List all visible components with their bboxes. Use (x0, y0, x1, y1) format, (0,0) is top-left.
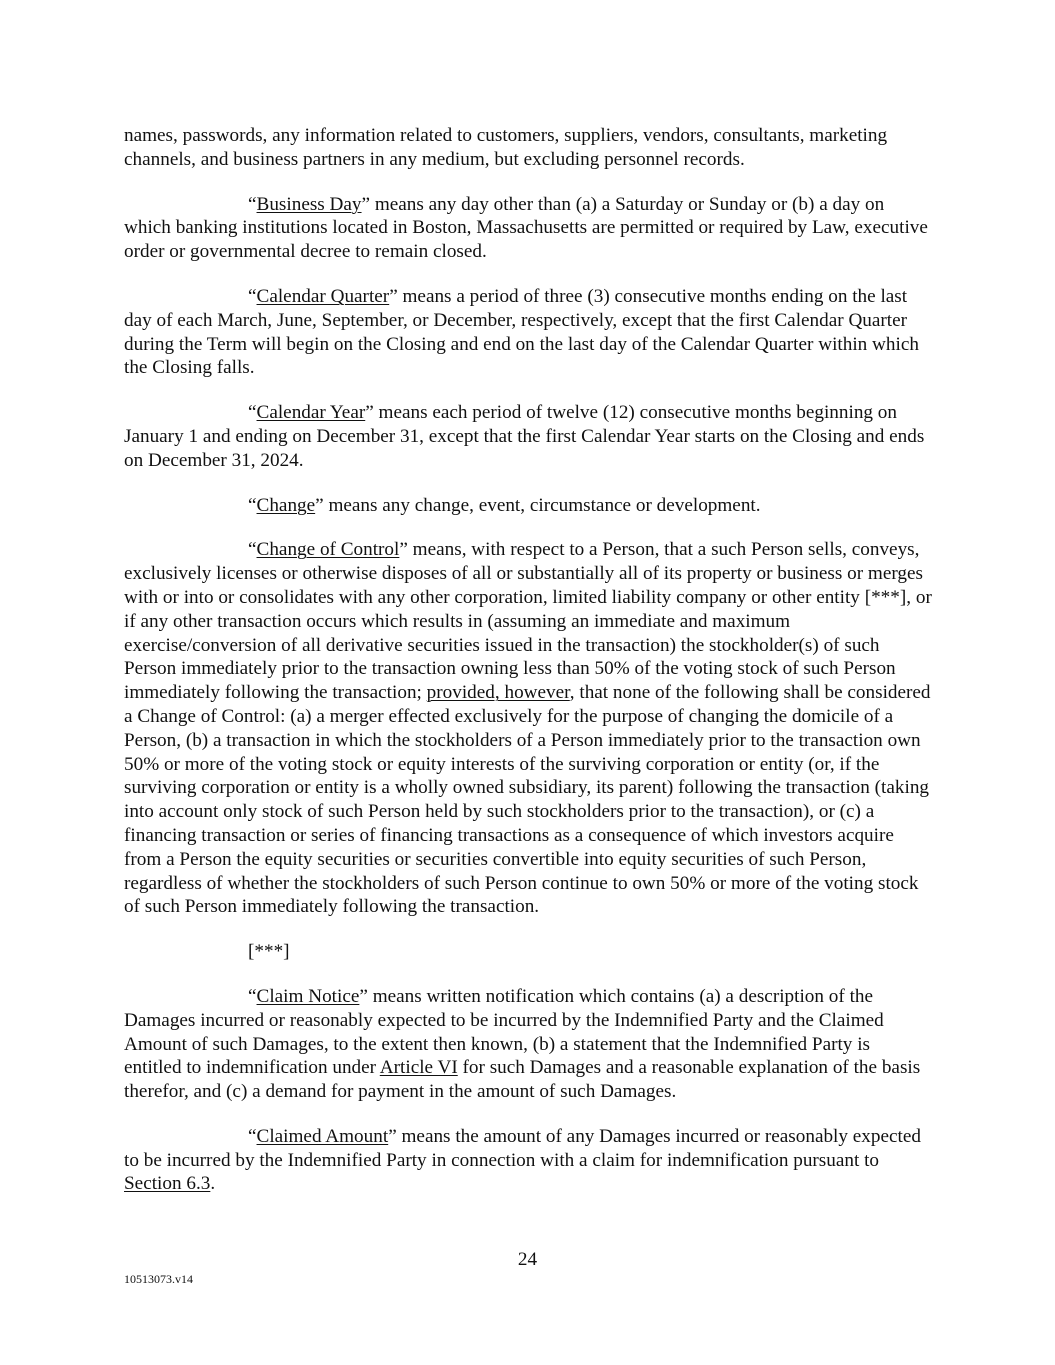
text-run: “ (248, 1125, 257, 1147)
text-run: “ (248, 193, 257, 215)
paragraph (124, 494, 932, 518)
text-run: ” means any change, event, circumstance or development. (315, 494, 761, 516)
text-run: ” means written notification which contains (a) a description of the Damages incurred or reasonably expected to be incurred by the Indemnified Party and the Claimed Amount of such Damages, to the extent then known, (b) a statement that the Indemnified Party is entitled to indemnification under (124, 985, 884, 1079)
text-run: . (210, 1173, 216, 1195)
defined-term: provided, however (426, 682, 570, 704)
text-run: ” means, with respect to a Person, that a such Person sells, conveys, exclusively licenses or otherwise disposes of all or substantially all of its property or business or merges with or into or consolidates with any other corporation, limited liability company or other entity [***], or if any other transaction occurs which results in (assuming an immediate and maximum exercise/conversion of all derivative securities issued in the transaction) the stockholder(s) of such Person immediately prior to the transaction owning less than 50% of the voting stock of such Person immediately following the transaction; (124, 539, 932, 704)
defined-term: Section 6.3 (124, 1173, 211, 1195)
text-run: [***] (248, 941, 290, 963)
paragraph (124, 538, 932, 919)
text-run: ” means any day other than (a) a Saturday or Sunday or (b) a day on which banking institutions located in Boston, Massachusetts are permitted or required by Law, executive order or governmental decree to remain closed. (124, 193, 928, 263)
text-run: names, passwords, any information related to customers, suppliers, vendors, consultants, marketing channels, and business partners in any medium, but excluding personnel records. (124, 125, 888, 170)
defined-term: Article VI (379, 1057, 458, 1079)
paragraph (124, 124, 932, 172)
paragraph (124, 940, 932, 964)
paragraph (124, 401, 932, 472)
defined-term: Change (256, 494, 316, 516)
defined-term: Change of Control (256, 539, 400, 561)
text-run: “ (248, 402, 257, 424)
text-run: “ (248, 494, 257, 516)
defined-term: Calendar Year (256, 402, 366, 424)
text-run: “ (248, 985, 257, 1007)
paragraph (124, 285, 932, 380)
text-run: for such Damages and a reasonable explanation of the basis therefor, and (c) a demand for payment in the amount of such Damages. (124, 1057, 921, 1103)
text-run: ” means the amount of any Damages incurred or reasonably expected to be incurred by the Indemnified Party in connection with a claim for indemnification pursuant to (124, 1125, 921, 1171)
defined-term: Claimed Amount (256, 1125, 389, 1147)
text-run: ” means a period of three (3) consecutive months ending on the last day of each March, June, September, or December, respectively, except that the first Calendar Quarter during the Term will begin on the Closing and end on the last day of the Calendar Quarter within which the Closing falls. (124, 285, 919, 379)
defined-term: Claim Notice (256, 985, 360, 1007)
paragraph (124, 985, 932, 1104)
text-run: “ (248, 285, 257, 307)
page-number: 24 (517, 1249, 538, 1270)
text-run: “ (248, 539, 257, 561)
paragraph (124, 193, 932, 264)
defined-term: Business Day (256, 193, 362, 215)
document-id: 10513073.v14 (124, 1272, 193, 1286)
document-body (124, 124, 932, 1217)
paragraph (124, 1125, 932, 1196)
defined-term: Calendar Quarter (256, 285, 390, 307)
text-run: ” means each period of twelve (12) consecutive months beginning on January 1 and ending on December 31, except that the first Calendar Year starts on the Closing and ends on December 31, 2024. (124, 402, 925, 471)
text-run: , that none of the following shall be considered a Change of Control: (a) a merger effected exclusively for the purpose of changing the domicile of a Person, (b) a transaction in which the stockholders of a Person immediately prior to the transaction own 50% or more of the voting stock or equity interests of the surviving corporation or entity (or, if the surviving corporation or entity is a wholly owned subsidiary, its parent) following the transaction (taking into account only stock of such Person held by such stockholders prior to the transaction), or (c) a financing transaction or series of financing transactions as a consequence of which investors acquire from a Person the equity securities or securities convertible into equity securities of such Person, regardless of whether the stockholders of such Person continue to own 50% or more of the voting stock of such Person immediately following the transaction. (124, 682, 931, 918)
